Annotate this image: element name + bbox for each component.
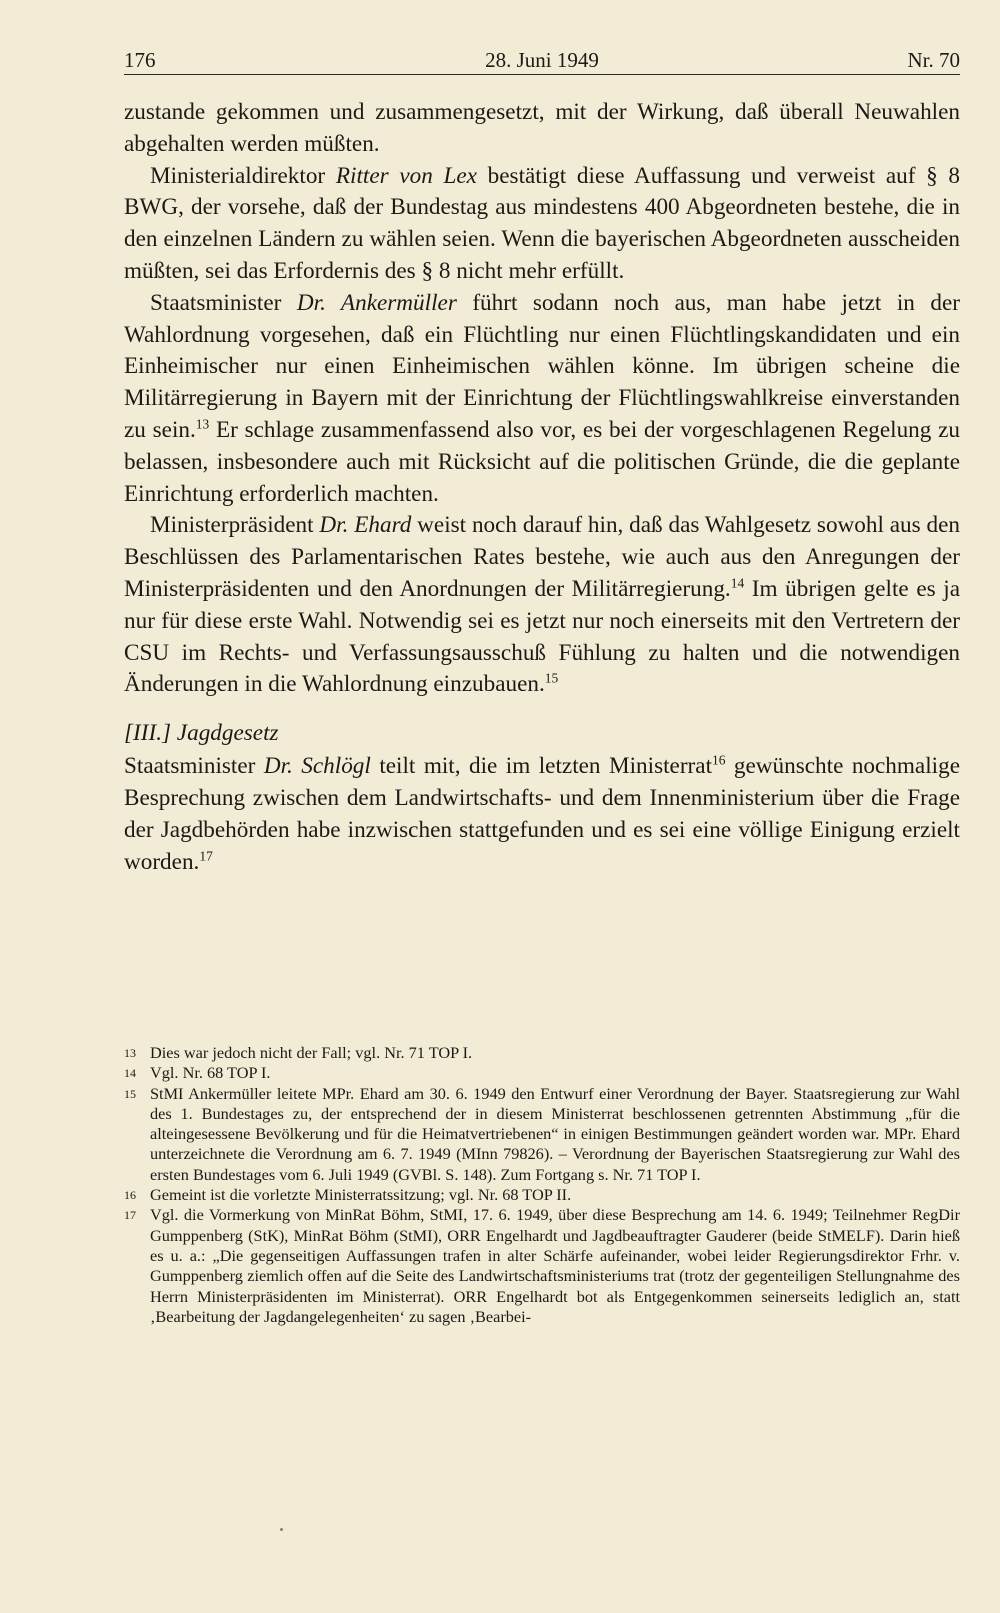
paragraph-text: führt sodann noch aus, man habe jetzt in der Wahlordnung vorgesehen, daß ein Flüchtling nur einen Flüchtlingskandidaten und ein Einheimischer nur einen Einheimischen wählen könne. Im übrigen scheine die Militärregierung in Bayern mit der Einrichtung der Flüchtlingswahlkreise einverstanden zu sein.: [124, 289, 960, 443]
paragraph-3: [124, 288, 960, 511]
footnote-15: [124, 1084, 960, 1185]
footnote-number: 13: [124, 1046, 136, 1060]
footnote-number: 15: [124, 1086, 136, 1101]
footnote-17: [124, 1205, 960, 1327]
paragraph-text: bestätigt diese Auffassung und verweist auf § 8 BWG, der vorsehe, daß der Bundestag aus mindestens 400 Abgeordneten bestehe, die in den einzelnen Ländern zu wählen seien. Wenn die bayerischen Abgeordneten ausscheiden müßten, sei das Erfordernis des § 8 nicht mehr erfüllt.: [124, 162, 960, 284]
footnote-ref[interactable]: 17: [199, 848, 213, 864]
footnote-text: Gemeint ist die vorletzte Ministerratssitzung; vgl. Nr. 68 TOP II.: [150, 1185, 572, 1205]
paragraph-text: Staatsminister: [124, 753, 264, 780]
footnotes: [124, 1043, 960, 1327]
footnote-number: 16: [124, 1188, 136, 1203]
paragraph-4: [124, 510, 960, 701]
paragraph-text: gewünschte nochmalige Besprechung zwischen dem Landwirtschafts- und dem Innenministerium über die Frage der Jagdbehörden habe inzwischen stattgefunden und es sei eine völlige Einigung erzielt worden.: [124, 753, 960, 875]
speaker-name: Ritter von Lex: [335, 162, 477, 189]
footnote-number: 14: [124, 1066, 136, 1081]
paragraph-text: Ministerpräsident: [150, 512, 320, 539]
footnote-13: [124, 1043, 960, 1063]
paragraph-text: Er schlage zusammenfassend also vor, es bei der vorgeschlagenen Regelung zu belassen, insbesondere auch mit Rücksicht auf die politischen Gründe, die die geplante Einrichtung erforderlich machten.: [124, 416, 960, 507]
speaker-name: Dr. Schlögl: [263, 753, 371, 780]
paragraph-text: Im übrigen gelte es ja nur für diese erste Wahl. Notwendig sei es jetzt nur noch einerseits mit den Vertretern der CSU im Rechts- und Verfassungsausschuß Fühlung zu halten und die notwendigen Änderungen in die Wahlordnung einzubauen.: [124, 575, 961, 698]
header-date: 28. Juni 1949: [485, 48, 599, 72]
footnote-text: StMI Ankermüller leitete MPr. Ehard am 30. 6. 1949 den Entwurf einer Verordnung der Bayer. Staatsregierung zur Wahl des 1. Bundestages zu, der entsprechend der in diesem Ministerrat beschlossenen getrennten Abstimmung „für die alteingesessene Bevölkerung und für die Heimatvertriebenen“ in einigen Bestimmungen geändert worden war. MPr. Ehard unterzeichnete die Verordnung am 6. 7. 1949 (MInn 79826). – Verordnung der Bayerischen Staatsregierung zur Wahl des ersten Bundestages vom 6. Juli 1949 (GVBl. S. 148). Zum Fortgang s. Nr. 71 TOP I.: [150, 1083, 960, 1184]
footnote-16: [124, 1185, 960, 1205]
footnote-text: Vgl. Nr. 68 TOP I.: [150, 1063, 271, 1083]
main-text: [124, 97, 960, 878]
header-rule: [124, 74, 960, 75]
paragraph-text: Ministerialdirektor: [150, 162, 336, 189]
speaker-name: Dr. Ehard: [319, 512, 412, 539]
footnote-ref[interactable]: 13: [195, 416, 210, 432]
paragraph-text: weist noch darauf hin, daß das Wahlgesetz sowohl aus den Beschlüssen des Parlamentarischen Rates bestehe, wie auch aus den Anregungen der Ministerpräsidenten und den Anordnungen der Militärregierung.: [124, 512, 960, 602]
speaker-name: Dr. Ankermüller: [296, 289, 457, 316]
footnote-text: Dies war jedoch nicht der Fall; vgl. Nr. 71 TOP I.: [150, 1043, 473, 1062]
paragraph-5: [124, 751, 960, 878]
footnote-14: [124, 1063, 960, 1083]
section-heading: [124, 717, 960, 749]
footnote-ref[interactable]: 15: [544, 671, 559, 687]
paragraph-text: Staatsminister: [150, 289, 297, 316]
section-heading-text: [III.] Jagdgesetz: [124, 720, 279, 747]
paragraph-1: [124, 97, 960, 161]
paragraph-2: [124, 161, 960, 288]
paragraph-text: teilt mit, die im letzten Ministerrat: [370, 753, 713, 780]
document-number: Nr. 70: [907, 48, 960, 72]
page: [124, 40, 960, 878]
paper-speck: [280, 1528, 283, 1531]
running-header: [124, 40, 960, 74]
paragraph-text: zustande gekommen und zusammengesetzt, mit der Wirkung, daß überall Neuwahlen abgehalten werden müßten.: [124, 99, 960, 157]
footnote-ref[interactable]: 16: [712, 752, 726, 768]
footnote-number: 17: [124, 1208, 136, 1223]
footnote-text: Vgl. die Vormerkung von MinRat Böhm, StMI, 17. 6. 1949, über diese Besprechung am 14. 6. 1949; Teilnehmer RegDir Gumppenberg (StK), MinRat Böhm (StMI), ORR Engelhardt und Jagdbeauftragter Gauderer (beide StMELF). Darin hieß es u. a.: „Die gegenseitigen Auffassungen trafen in alter Schärfe aufeinander, wobei leider Regierungsdirektor Frhr. v. Gumppenberg ziemlich offen auf die Seite des Landwirtschaftsministeriums trat (trotz der gegenteiligen Stellungnahme des Herrn Ministerpräsidenten im Ministerrat). ORR Engelhardt bot als Entgegenkommen seinerseits lediglich an, statt ‚Bearbeitung der Jagdangelegenheiten‘ zu sagen ‚Bearbei-: [150, 1205, 960, 1326]
page-number: 176: [124, 48, 156, 72]
footnote-ref[interactable]: 14: [730, 575, 745, 591]
